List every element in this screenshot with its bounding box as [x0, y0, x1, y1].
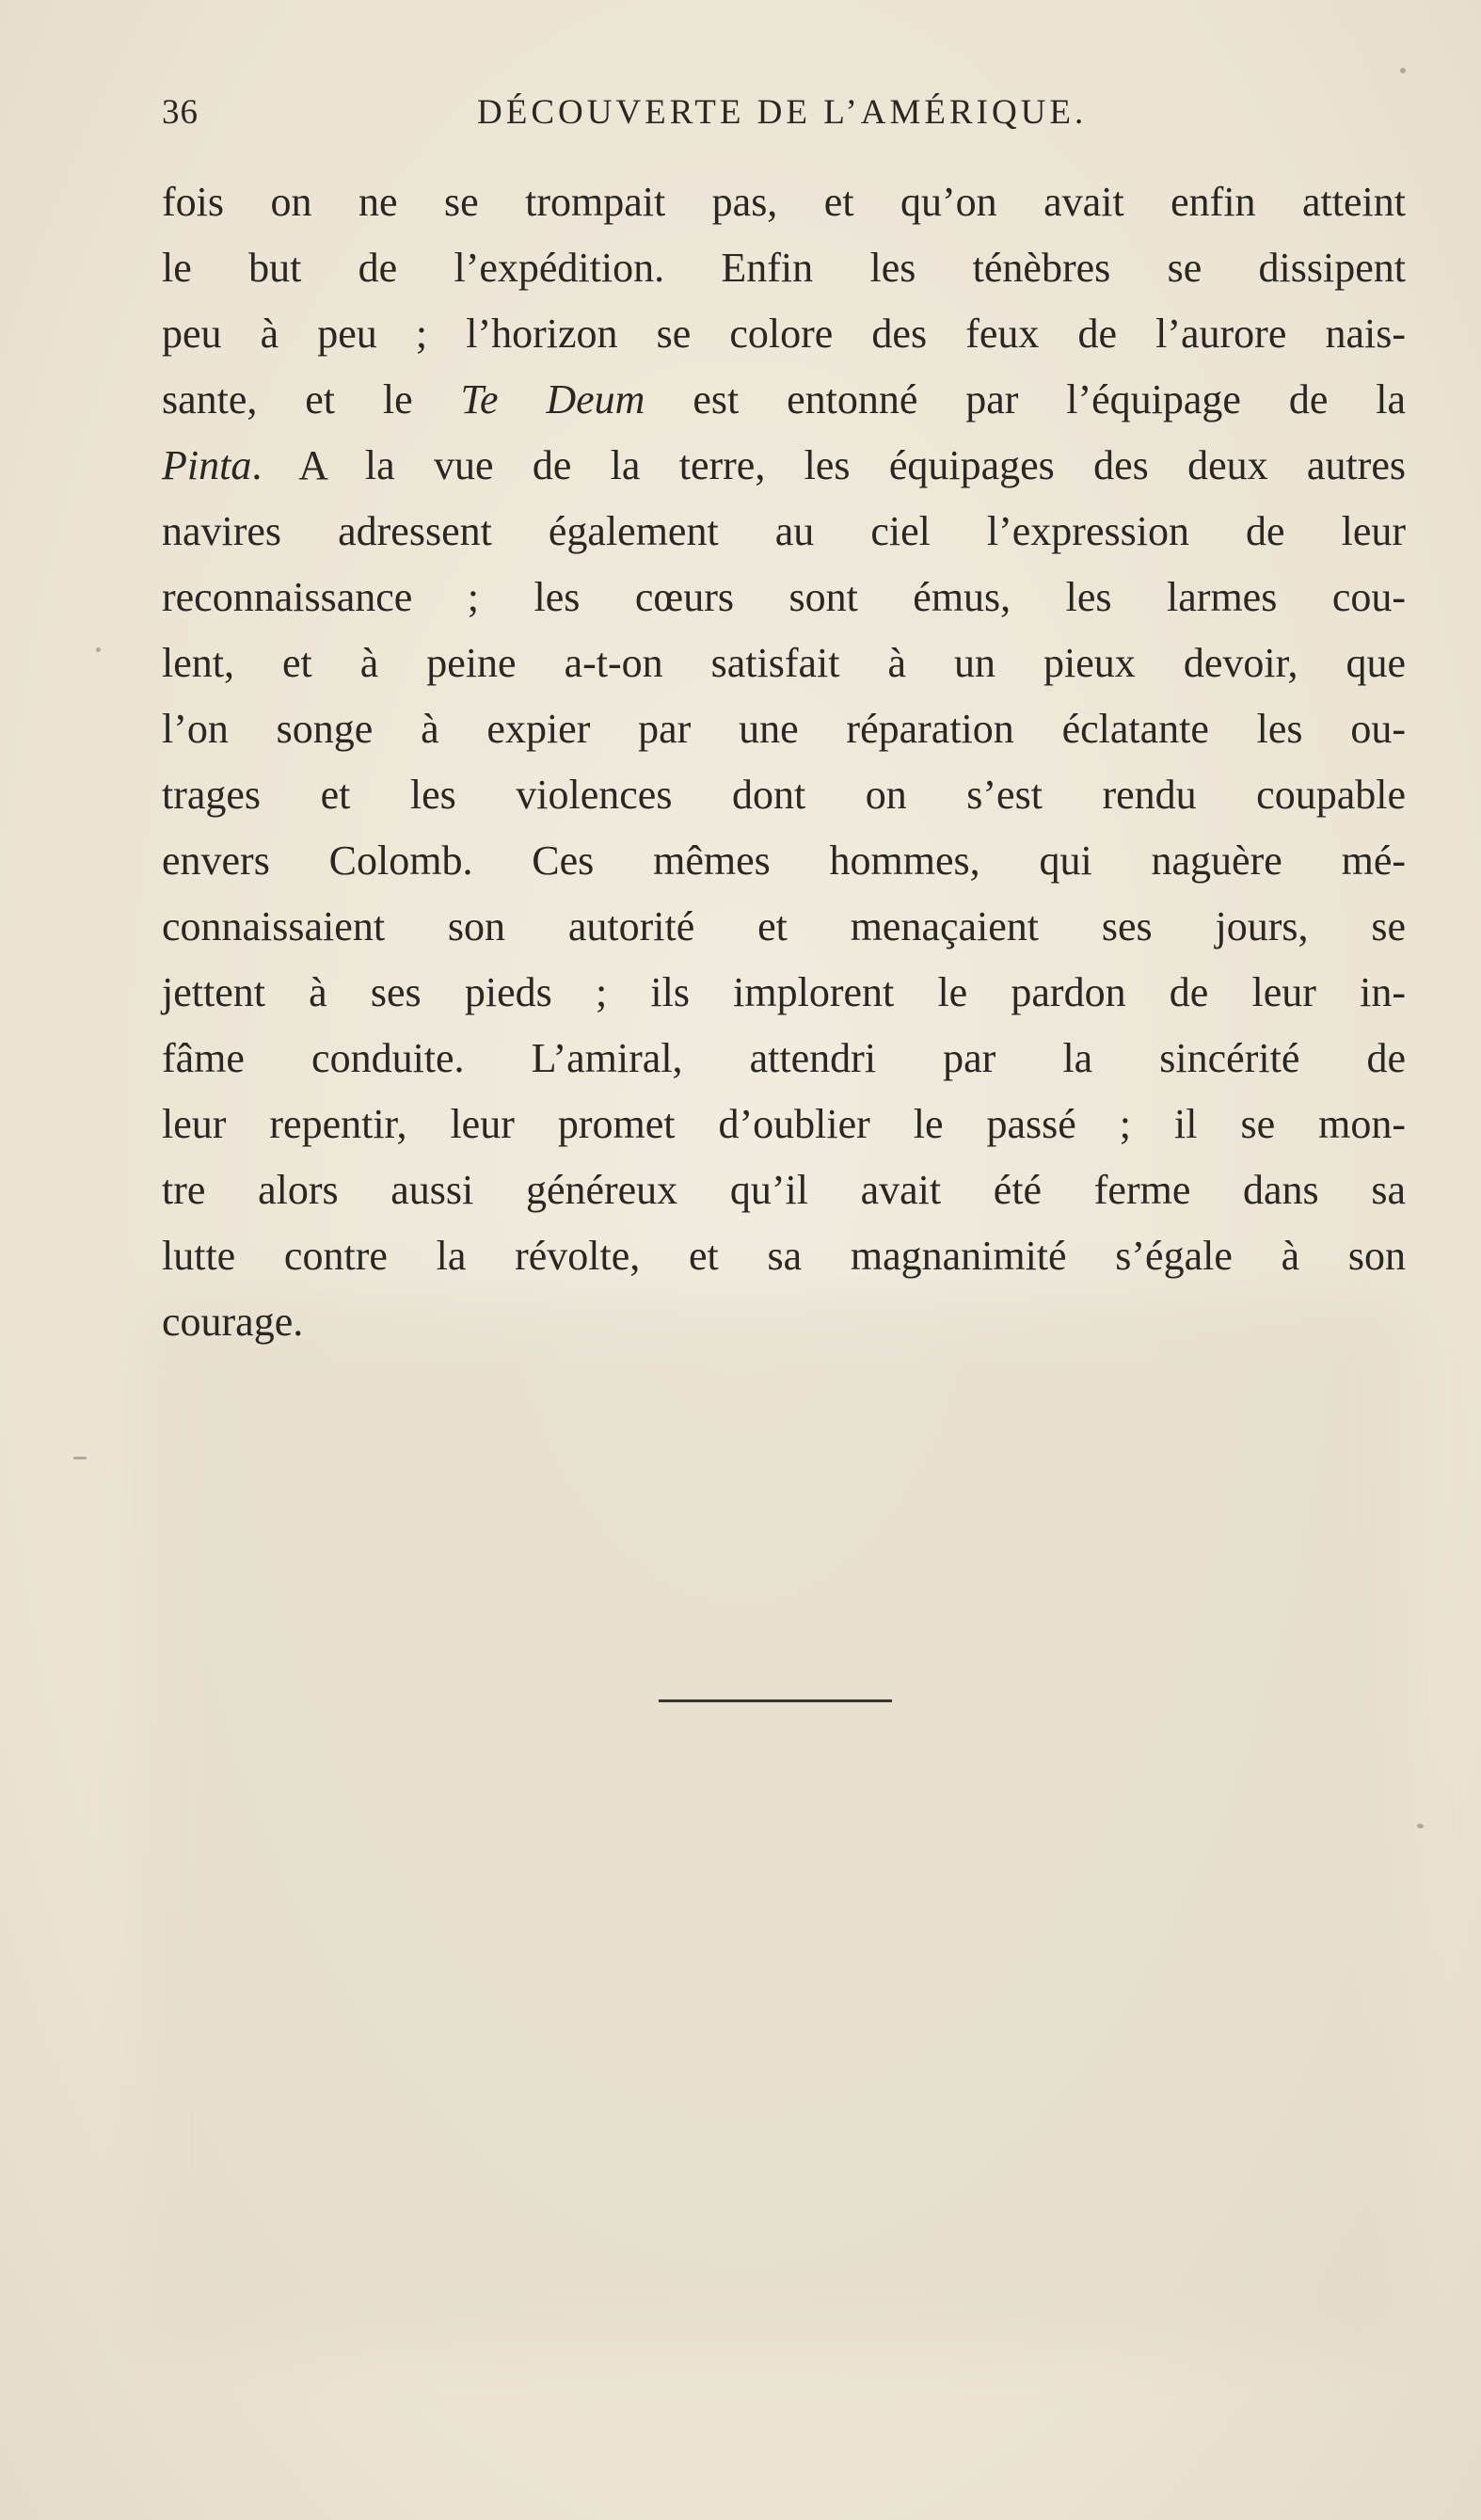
- end-rule-divider: [659, 1699, 892, 1702]
- text-line-last: courage.: [162, 1299, 304, 1345]
- body-text: [162, 169, 1406, 1355]
- text-line: trages et les violences dont on s’est rendu coupable: [162, 772, 1406, 818]
- text-line: leur repentir, leur promet d’oublier le passé ; il se mon-: [162, 1101, 1406, 1147]
- paper-speck: [96, 647, 101, 652]
- paper-speck: [1417, 1824, 1424, 1828]
- text-line: navires adressent également au ciel l’expression de leur: [162, 508, 1406, 554]
- paper-speck: [73, 1457, 87, 1459]
- text-line: Pinta. A la vue de la terre, les équipages des deux autres: [162, 442, 1406, 488]
- text-line: fâme conduite. L’amiral, attendri par la sincérité de: [162, 1035, 1406, 1081]
- text-line: lutte contre la révolte, et sa magnanimité s’égale à son: [162, 1233, 1406, 1279]
- text-line: reconnaissance ; les cœurs sont émus, les larmes cou-: [162, 574, 1406, 620]
- text-line: fois on ne se trompait pas, et qu’on avait enfin atteint: [162, 179, 1406, 225]
- page-number: 36: [162, 93, 199, 132]
- text-line: l’on songe à expier par une réparation éclatante les ou-: [162, 706, 1406, 752]
- text-line: lent, et à peine a-t-on satisfait à un pieux devoir, que: [162, 640, 1406, 686]
- running-head: DÉCOUVERTE DE L’AMÉRIQUE.: [477, 93, 1088, 132]
- text-line: tre alors aussi généreux qu’il avait été ferme dans sa: [162, 1167, 1406, 1213]
- text-line: jettent à ses pieds ; ils implorent le pardon de leur in-: [162, 969, 1406, 1015]
- text-line: peu à peu ; l’horizon se colore des feux de l’aurore nais-: [162, 311, 1406, 357]
- italic-ship-name: Pinta: [162, 442, 252, 488]
- page-header: [162, 92, 1406, 139]
- show-through-shadow: [141, 1299, 1411, 2353]
- paper-speck: [1400, 68, 1406, 73]
- text-line: connaissaient son autorité et menaçaient ses jours, se: [162, 903, 1406, 949]
- text-line: le but de l’expédition. Enfin les ténèbres se dissipent: [162, 245, 1406, 291]
- text-line: envers Colomb. Ces mêmes hommes, qui naguère mé-: [162, 837, 1406, 884]
- italic-title: Te Deum: [460, 376, 645, 423]
- text-line: sante, et le Te Deum est entonné par l’équipage de la: [162, 376, 1406, 423]
